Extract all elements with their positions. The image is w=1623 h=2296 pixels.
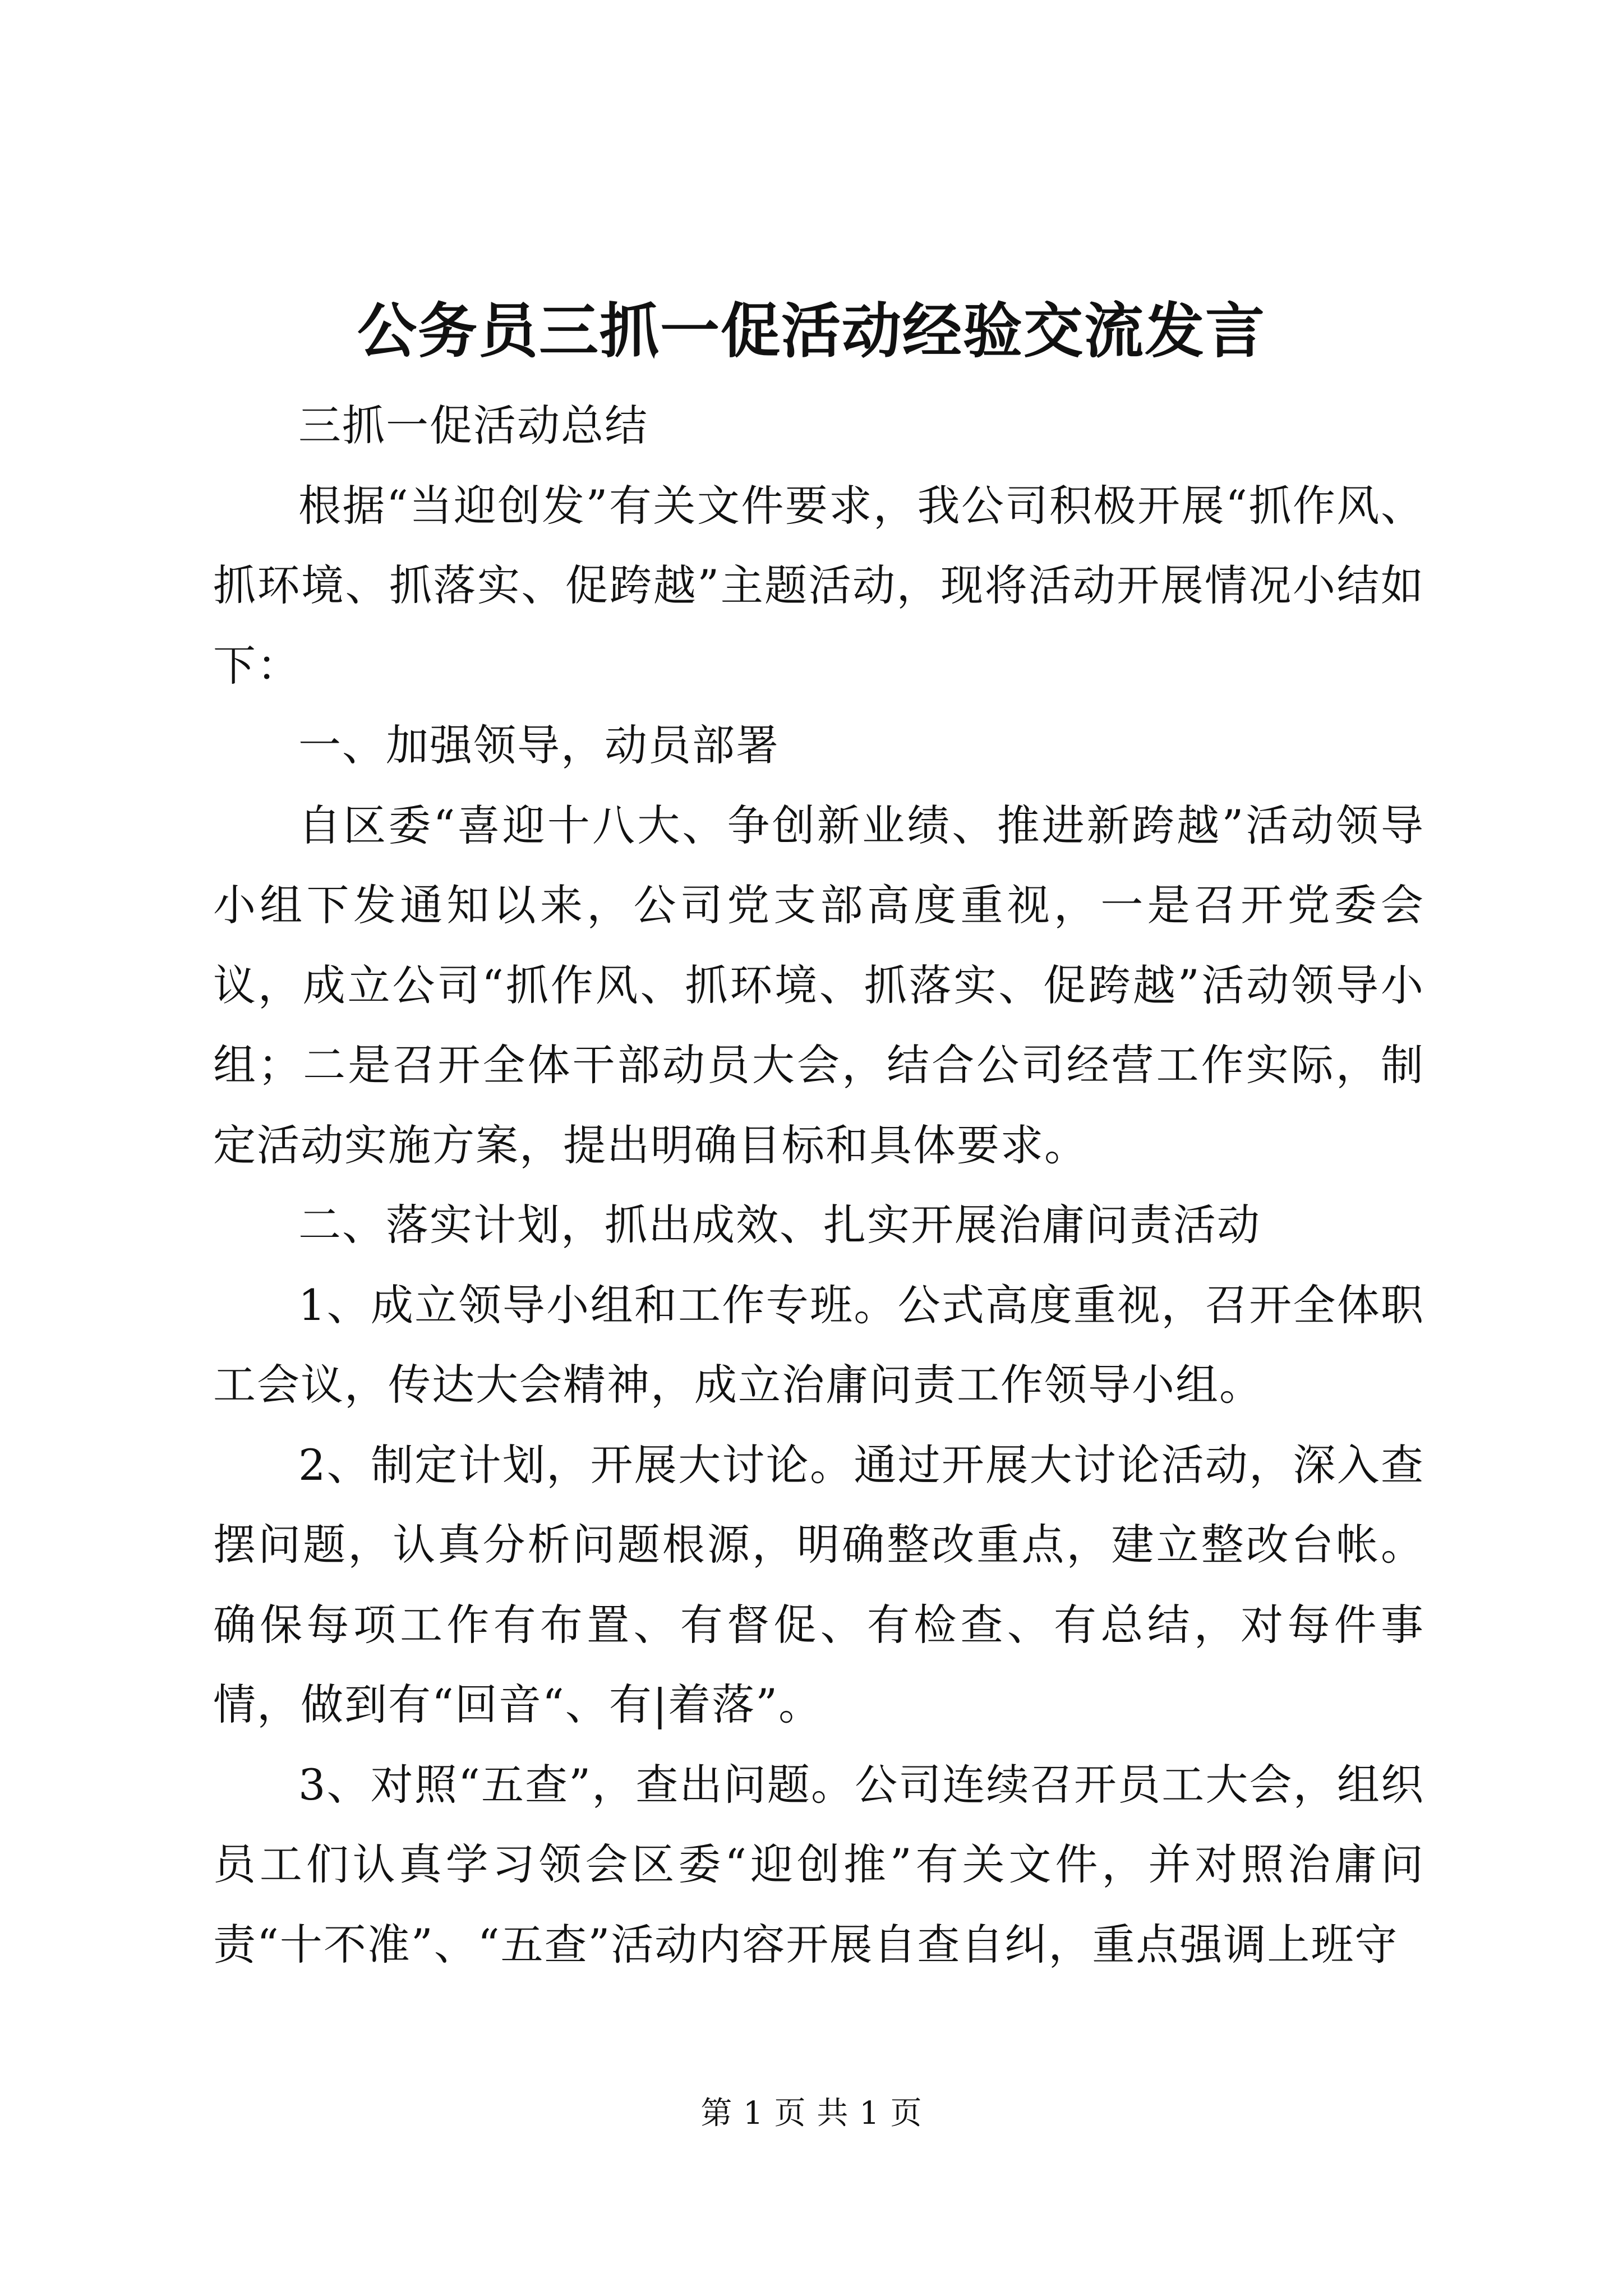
- paragraph: 3、对照“五查”，查出问题。公司连续召开员工大会，组织员工们认真学习领会区委“迎创推”有关文件，并对照治庸问责“十不准”、“五查”活动内容开展自查自纠，重点强调上班守: [213, 1759, 1424, 1970]
- paragraph: 根据“当迎创发”有关文件要求，我公司积极开展“抓作风、抓环境、抓落实、促跨越”主题活动，现将活动开展情况小结如下：: [213, 480, 1424, 691]
- section-heading: 二、落实计划，抓出成效、扎实开展治庸问责活动: [298, 1200, 1261, 1250]
- section-heading: 三抓一促活动总结: [298, 401, 648, 450]
- paragraph: 1、成立领导小组和工作专班。公式高度重视，召开全体职工会议，传达大会精神，成立治庸问责工作领导小组。: [213, 1280, 1424, 1410]
- page-footer: 第 1 页 共 1 页: [700, 2095, 923, 2132]
- paragraph: 2、制定计划，开展大讨论。通过开展大讨论活动，深入查摆问题，认真分析问题根源，明确整改重点，建立整改台帐。确保每项工作有布置、有督促、有检查、有总结，对每件事情，做到有“回音“、有|着落”。: [213, 1439, 1424, 1729]
- document-body: [213, 386, 1424, 1985]
- document-title: 公务员三抓一促活动经验交流发言: [357, 296, 1266, 366]
- section-heading: 一、加强领导，动员部署: [298, 720, 780, 770]
- paragraph: 自区委“喜迎十八大、争创新业绩、推进新跨越”活动领导小组下发通知以来，公司党支部高度重视，一是召开党委会议，成立公司“抓作风、抓环境、抓落实、促跨越”活动领导小组；二是召开全体干部动员大会，结合公司经营工作实际，制定活动实施方案，提出明确目标和具体要求。: [213, 800, 1424, 1170]
